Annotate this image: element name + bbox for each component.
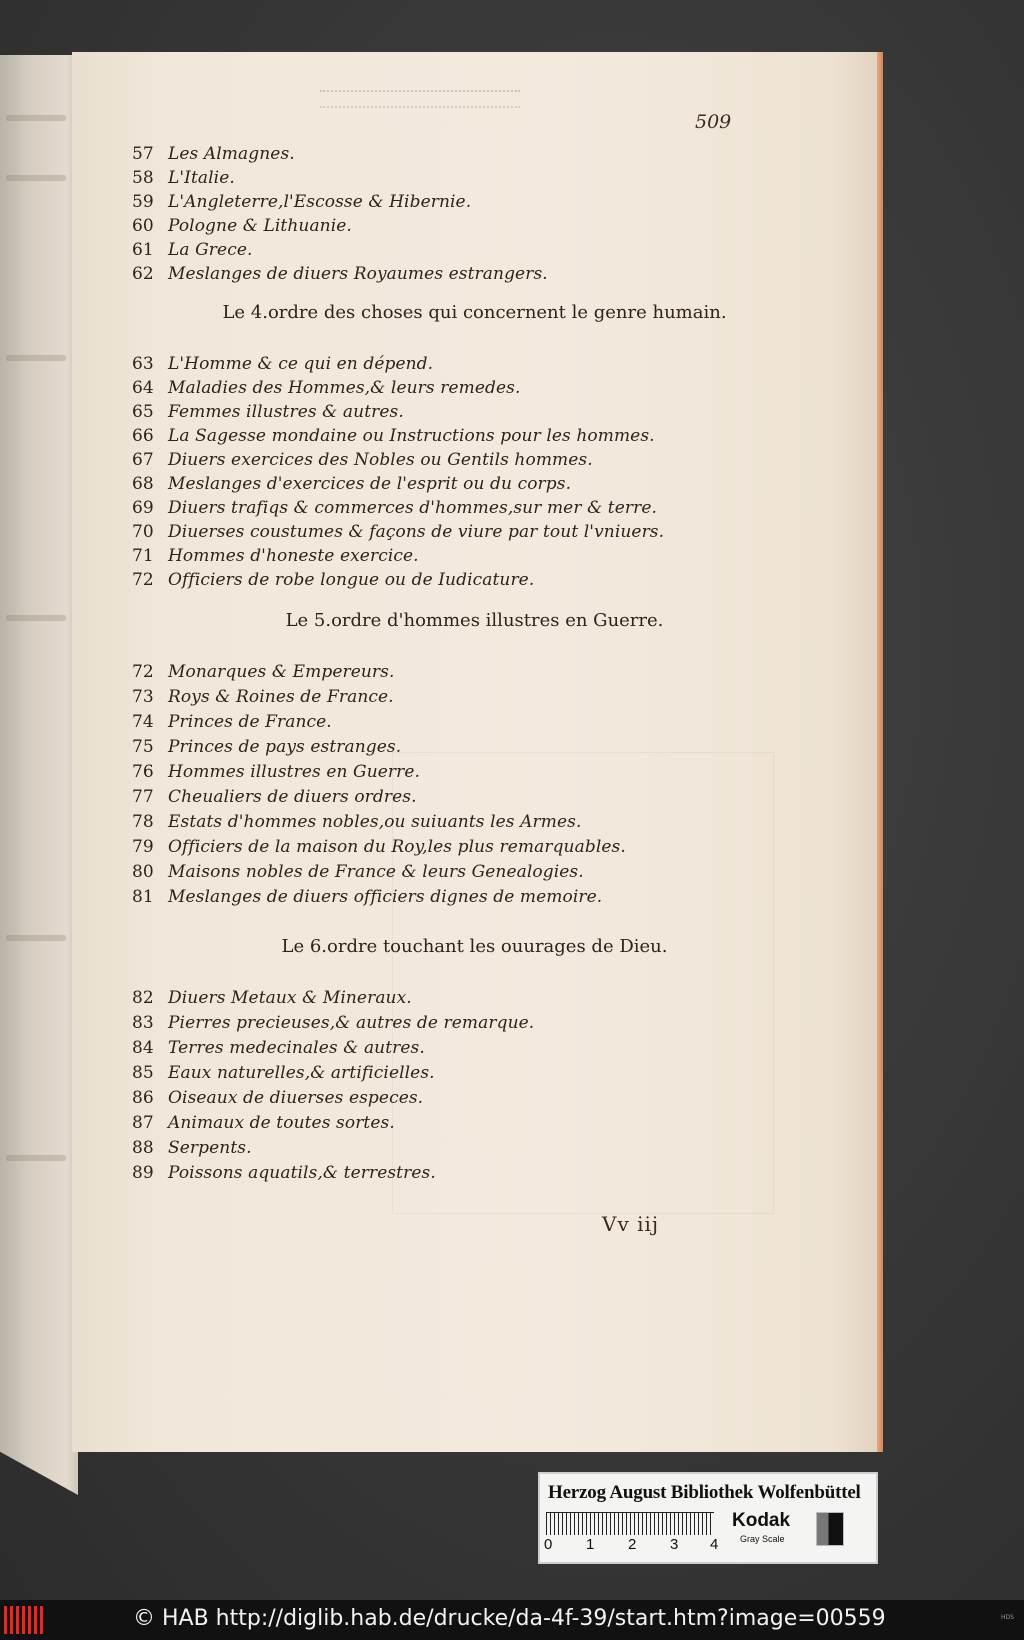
entry-number: 68 <box>132 474 154 494</box>
entry-text: Pologne & Lithuanie. <box>168 216 352 236</box>
entry-text: Hommes illustres en Guerre. <box>168 762 421 782</box>
entry-number: 73 <box>132 687 154 707</box>
list-item <box>132 1036 425 1060</box>
entry-text: Monarques & Empereurs. <box>168 662 395 682</box>
entry-number: 60 <box>132 216 154 236</box>
list-item <box>132 1161 436 1185</box>
ruler-number: 1 <box>586 1536 595 1553</box>
list-item <box>132 1111 395 1135</box>
entry-text: L'Angleterre,l'Escosse & Hibernie. <box>168 192 472 212</box>
gray-patch <box>816 1512 844 1546</box>
entry-text: Meslanges d'exercices de l'esprit ou du corps. <box>168 474 572 494</box>
entry-number: 57 <box>132 144 154 164</box>
bleed-through-line <box>6 355 66 361</box>
list-item <box>132 214 352 238</box>
entry-number: 59 <box>132 192 154 212</box>
entry-number: 64 <box>132 378 154 398</box>
color-reference-card <box>538 1472 878 1564</box>
entry-text: Diuers trafiqs & commerces d'hommes,sur mer & terre. <box>168 498 658 518</box>
ruler-number: 2 <box>628 1536 637 1553</box>
list-item <box>132 262 548 286</box>
list-item <box>132 544 419 568</box>
kodak-logo: Kodak <box>732 1510 791 1531</box>
footer-mark: HDS <box>1001 1614 1014 1621</box>
list-item <box>132 1086 423 1110</box>
entry-number: 77 <box>132 787 154 807</box>
entry-text: Meslanges de diuers Royaumes estrangers. <box>168 264 548 284</box>
list-item <box>132 472 571 496</box>
list-item <box>132 142 295 166</box>
bleed-through-line <box>6 1155 66 1161</box>
entry-text: Officiers de la maison du Roy,les plus remarquables. <box>168 837 626 857</box>
list-item <box>132 424 655 448</box>
entry-number: 61 <box>132 240 154 260</box>
list-item <box>132 166 235 190</box>
section-heading: Le 5.ordre d'hommes illustres en Guerre. <box>285 610 664 631</box>
entry-number: 80 <box>132 862 154 882</box>
entry-text: Maladies des Hommes,& leurs remedes. <box>168 378 521 398</box>
entry-number: 67 <box>132 450 154 470</box>
entry-text: Diuers exercices des Nobles ou Gentils hommes. <box>168 450 593 470</box>
list-item <box>132 986 412 1010</box>
bleed-through-line <box>6 615 66 621</box>
entry-text: Estats d'hommes nobles,ou suiuants les Armes. <box>168 812 582 832</box>
institution-name: Herzog August Bibliothek Wolfenbüttel <box>548 1482 861 1503</box>
entry-number: 87 <box>132 1113 154 1133</box>
entry-text: L'Italie. <box>168 168 235 188</box>
entry-text: La Grece. <box>168 240 253 260</box>
list-item <box>132 1011 534 1035</box>
entry-number: 65 <box>132 402 154 422</box>
ruler-number: 4 <box>710 1536 719 1553</box>
headpiece-ornament <box>320 90 520 108</box>
list-item <box>132 685 394 709</box>
list-item <box>132 520 664 544</box>
entry-number: 62 <box>132 264 154 284</box>
list-item <box>132 1136 252 1160</box>
bleed-through-line <box>6 175 66 181</box>
entry-text: Terres medecinales & autres. <box>168 1038 425 1058</box>
entry-text: Femmes illustres & autres. <box>168 402 404 422</box>
facing-page-edge <box>0 55 78 1495</box>
list-item <box>132 352 433 376</box>
entry-text: Princes de pays estranges. <box>168 737 402 757</box>
entry-number: 72 <box>132 662 154 682</box>
list-item <box>132 190 471 214</box>
list-item <box>132 760 420 784</box>
entry-text: Animaux de toutes sortes. <box>168 1113 395 1133</box>
entry-number: 70 <box>132 522 154 542</box>
entry-number: 66 <box>132 426 154 446</box>
entry-text: Diuerses coustumes & façons de viure par tout l'vniuers. <box>168 522 665 542</box>
list-item <box>132 660 394 684</box>
list-item <box>132 810 581 834</box>
entry-number: 76 <box>132 762 154 782</box>
list-item <box>132 710 332 734</box>
page-edge <box>877 52 883 1452</box>
entry-number: 88 <box>132 1138 154 1158</box>
entry-number: 89 <box>132 1163 154 1183</box>
list-item <box>132 568 534 592</box>
entry-text: La Sagesse mondaine ou Instructions pour les hommes. <box>168 426 655 446</box>
entry-number: 82 <box>132 988 154 1008</box>
entry-number: 74 <box>132 712 154 732</box>
list-item <box>132 376 520 400</box>
entry-number: 72 <box>132 570 154 590</box>
entry-number: 69 <box>132 498 154 518</box>
entry-text: L'Homme & ce qui en dépend. <box>168 354 434 374</box>
hab-logo-icon <box>4 1606 44 1634</box>
entry-number: 83 <box>132 1013 154 1033</box>
ruler-number: 3 <box>670 1536 679 1553</box>
signature-mark: Vv iij <box>602 1212 660 1236</box>
entry-text: Oiseaux de diuerses especes. <box>168 1088 424 1108</box>
entry-text: Pierres precieuses,& autres de remarque. <box>168 1013 535 1033</box>
list-item <box>132 860 584 884</box>
entry-number: 63 <box>132 354 154 374</box>
entry-text: Serpents. <box>168 1138 252 1158</box>
entry-text: Eaux naturelles,& artificielles. <box>168 1063 435 1083</box>
page-number: 509 <box>695 111 732 133</box>
entry-number: 81 <box>132 887 154 907</box>
entry-number: 86 <box>132 1088 154 1108</box>
entry-text: Princes de France. <box>168 712 332 732</box>
entry-number: 78 <box>132 812 154 832</box>
entry-text: Officiers de robe longue ou de Iudicature. <box>168 570 535 590</box>
printed-page <box>72 52 877 1452</box>
entry-text: Maisons nobles de France & leurs Genealogies. <box>168 862 584 882</box>
entry-number: 75 <box>132 737 154 757</box>
list-item <box>132 400 404 424</box>
entry-number: 84 <box>132 1038 154 1058</box>
entry-text: Roys & Roines de France. <box>168 687 394 707</box>
bleed-through-line <box>6 115 66 121</box>
entry-text: Cheualiers de diuers ordres. <box>168 787 417 807</box>
section-heading: Le 4.ordre des choses qui concernent le genre humain. <box>222 302 727 323</box>
list-item <box>132 238 252 262</box>
entry-text: Les Almagnes. <box>168 144 295 164</box>
entry-text: Diuers Metaux & Mineraux. <box>168 988 412 1008</box>
bleed-through-line <box>6 935 66 941</box>
entry-text: Poissons aquatils,& terrestres. <box>168 1163 436 1183</box>
entry-number: 58 <box>132 168 154 188</box>
gray-scale-label: Gray Scale <box>740 1534 785 1544</box>
copyright-url-text: © HAB http://diglib.hab.de/drucke/da-4f-39/start.htm?image=00559 <box>133 1606 886 1631</box>
section-heading: Le 6.ordre touchant les ouurages de Dieu. <box>281 936 668 957</box>
scale-ruler <box>546 1512 714 1535</box>
entry-text: Meslanges de diuers officiers dignes de memoire. <box>168 887 603 907</box>
entry-number: 71 <box>132 546 154 566</box>
list-item <box>132 785 417 809</box>
list-item <box>132 835 626 859</box>
list-item <box>132 1061 435 1085</box>
entry-number: 85 <box>132 1063 154 1083</box>
list-item <box>132 735 401 759</box>
ruler-number: 0 <box>544 1536 553 1553</box>
footer-bar <box>0 1600 1024 1640</box>
list-item <box>132 885 602 909</box>
entry-number: 79 <box>132 837 154 857</box>
entry-text: Hommes d'honeste exercice. <box>168 546 419 566</box>
list-item <box>132 496 657 520</box>
list-item <box>132 448 593 472</box>
